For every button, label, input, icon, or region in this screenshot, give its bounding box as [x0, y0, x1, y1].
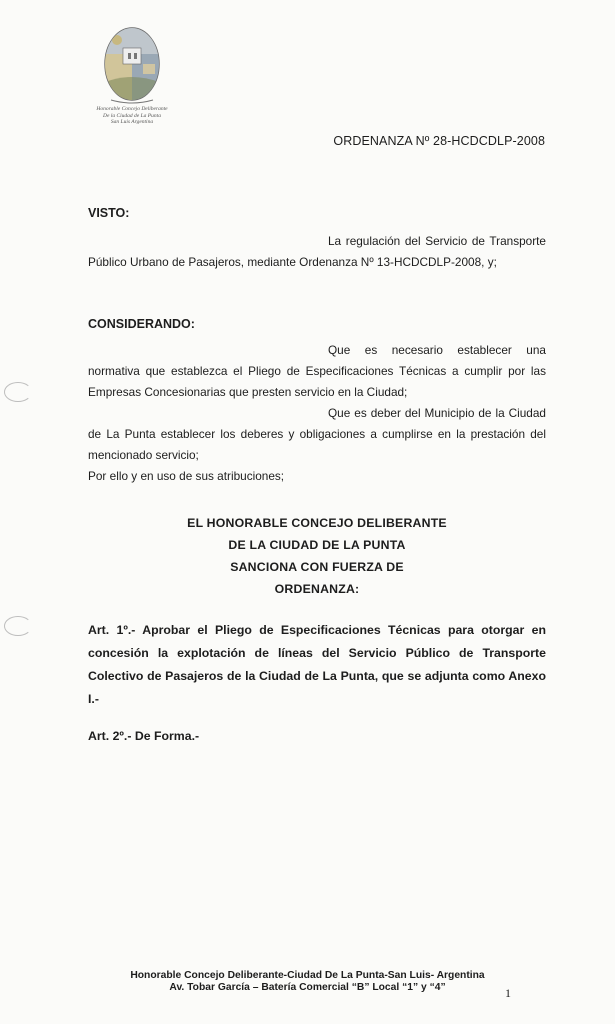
sanction-line: ORDENANZA: — [274, 582, 360, 596]
sanction-block — [88, 512, 546, 600]
punch-hole-mark — [4, 616, 32, 636]
page-footer — [0, 970, 615, 994]
ordinance-number: ORDENANZA Nº 28-HCDCDLP-2008 — [333, 134, 545, 148]
article-2: Art. 2º.- De Forma.- — [88, 729, 200, 743]
considerando-paragraph-1: Que es necesario establecer una normativa que establezca el Pliego de Especificaciones Técnicas a cumplir por las Empresas Concesionarias que presten servicio en la Ciudad; — [88, 343, 546, 399]
council-logo — [92, 24, 172, 146]
article-1: Art. 1º.- Aprobar el Pliego de Especificaciones Técnicas para otorgar en concesión la explotación de líneas del Servicio Público de Transporte Colectivo de Pasajeros de la Ciudad de La Punta, que se adjunta como Anexo I.- — [88, 623, 546, 706]
footer-line-2: Av. Tobar García – Batería Comercial “B” Local “1” y “4” — [169, 982, 446, 993]
sanction-line: SANCIONA CON FUERZA DE — [230, 560, 404, 574]
visto-heading: VISTO: — [88, 206, 130, 220]
visto-paragraph: La regulación del Servicio de Transporte Público Urbano de Pasajeros, mediante Ordenanza Nº 13-HCDCDLP-2008, y; — [88, 234, 546, 269]
punch-hole-mark — [4, 382, 32, 402]
considerando-paragraph-2: Que es deber del Municipio de la Ciudad de La Punta establecer los deberes y obligaciones a cumplirse en la prestación del mencionado servicio; — [88, 406, 546, 462]
page-number: 1 — [505, 986, 511, 1000]
sanction-line: EL HONORABLE CONCEJO DELIBERANTE — [187, 516, 447, 530]
council-seal-icon — [97, 24, 167, 106]
considerando-paragraph-3: Por ello y en uso de sus atribuciones; — [88, 469, 285, 483]
logo-caption: Honorable Concejo Deliberante De la Ciudad de La Punta San Luis Argentina — [96, 106, 168, 125]
sanction-line: DE LA CIUDAD DE LA PUNTA — [228, 538, 406, 552]
footer-line-1: Honorable Concejo Deliberante-Ciudad De La Punta-San Luis- Argentina — [130, 970, 485, 981]
considerando-heading: CONSIDERANDO: — [88, 317, 195, 331]
